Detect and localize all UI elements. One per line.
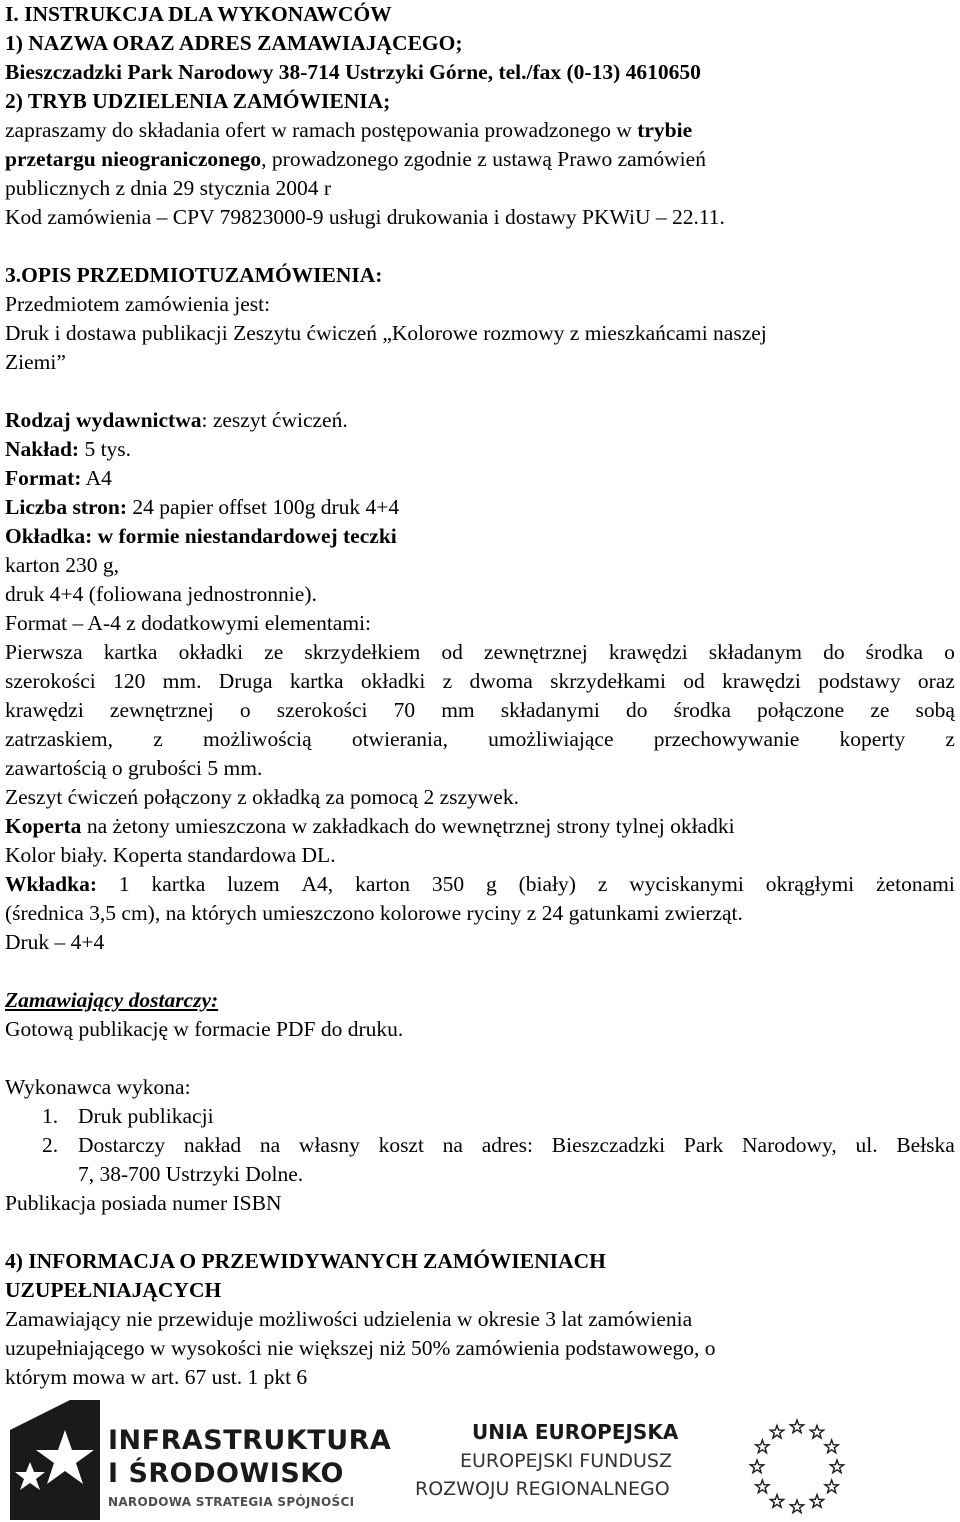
word: ze [264,640,284,664]
word: karton [355,872,410,896]
eu-star-icon [810,1425,823,1438]
word: Druga [218,669,273,693]
volume-value: 5 tys. [79,437,132,461]
word: z [442,669,453,693]
desc-line3 [5,696,955,724]
word: składanym [708,640,802,664]
eu-stars-icon [742,1412,852,1522]
section4-line2: uzupełniającego w wysokości nie większej niż 50% zamówienia podstawowego, o [5,1336,716,1360]
word: z [945,727,955,751]
word: mm. [162,669,202,693]
address: Bieszczadzki Park Narodowy 38-714 Ustrzyki Górne, tel./fax (0-13) 4610650 [5,60,701,84]
word: Pierwsza [5,640,83,664]
cohesion-star-icon [10,1400,100,1520]
word: Park [683,1133,724,1157]
word: możliwością [202,727,312,751]
word: ul. [855,1133,878,1157]
eu-star-icon [830,1460,843,1473]
task-number: 1. [42,1104,59,1128]
cover-line1: karton 230 g, [5,553,120,577]
cover-line2: druk 4+4 (foliowana jednostronnie). [5,582,317,606]
eu-star-icon [810,1495,823,1508]
desc-line4 [5,725,955,753]
envelope-value: na żetony umieszczona w zakładkach do wewnętrznej strony tylnej okładki [81,814,735,838]
envelope-line2: Kolor biały. Koperta standardowa DL. [5,843,336,867]
word: szerokości [276,698,368,722]
insert-label: Wkładka: [5,872,98,896]
eu-star-icon [790,1420,803,1433]
word: dwoma [469,669,533,693]
item2-line1-text: zapraszamy do składania ofert w ramach postępowania prowadzonego w [5,118,638,142]
logo2-line3: ROZWOJU REGIONALNEGO [415,1478,670,1500]
eu-star-icon [750,1460,763,1473]
word: koperty [839,727,906,751]
subject-line1: Druk i dostawa publikacji Zeszytu ćwiczeń „Kolorowe rozmowy z mieszkańcami naszej [5,321,767,345]
word: A4, [301,872,334,896]
word: z [597,872,608,896]
logo2-line1: UNIA EUROPEJSKA [472,1420,679,1444]
word: krawędzi [722,669,801,693]
word: kartka [151,872,206,896]
word: skrzydełkami [550,669,666,693]
format-value: A4 [81,466,112,490]
word: środka [673,698,731,722]
word: kartka [103,640,158,664]
word: ze [870,698,890,722]
section4-title-line2: UZUPEŁNIAJĄCYCH [5,1278,222,1302]
word: nakład [183,1133,242,1157]
binding-line: Zeszyt ćwiczeń połączony z okładką za pomocą 2 zszywek. [5,785,519,809]
word: środka [865,640,923,664]
word: zewnętrznej [483,640,588,664]
logo1-subtitle: I ŚRODOWISKO [108,1458,344,1489]
word: własny [298,1133,360,1157]
insert-row [5,870,955,898]
word: krawędzi [5,698,84,722]
item2-title: 2) TRYB UDZIELENIA ZAMÓWIENIA; [5,89,391,113]
word: g [486,872,497,896]
word: luzem [227,872,280,896]
word: (biały) [518,872,576,896]
client-value: Gotową publikację w formacie PDF do druku. [5,1017,404,1041]
task-item-2-cont: 7, 38-700 Ustrzyki Dolne. [78,1162,304,1186]
subject-intro: Przedmiotem zamówienia jest: [5,292,271,316]
type-row [5,406,348,434]
pages-row [5,493,399,521]
word: do [626,698,648,722]
section4-line3: którym mowa w art. 67 ust. 1 pkt 6 [5,1365,308,1389]
type-label: Rodzaj wydawnictwa [5,408,202,432]
word: o [944,640,955,664]
item1-title: 1) NAZWA ORAZ ADRES ZAMAWIAJĄCEGO; [5,31,463,55]
word: krawędzi [608,640,688,664]
word: podstawy [818,669,901,693]
section-title: I. INSTRUKCJA DLA WYKONAWCÓW [5,2,392,26]
section4-line1: Zamawiający nie przewiduje możliwości udzielenia w okresie 3 lat zamówienia [5,1307,693,1331]
task-number: 2. [42,1133,59,1157]
section3-title: 3.OPIS PRZEDMIOTUZAMÓWIENIA: [5,263,383,287]
word: 350 [431,872,465,896]
word: kartka [289,669,344,693]
eu-star-icon [825,1480,838,1493]
word: zewnętrznej [109,698,214,722]
word: składanymi [500,698,600,722]
logo1-title: INFRASTRUKTURA [108,1425,392,1456]
word: Bieszczadzki [551,1133,666,1157]
envelope-row [5,812,735,840]
word: od [441,640,463,664]
client-title: Zamawiający dostarczy: [5,988,219,1012]
eu-star-icon [756,1440,769,1453]
pages-value: 24 papier offset 100g druk 4+4 [127,495,400,519]
eu-star-icon [770,1425,783,1438]
format-extra: Format – A-4 z dodatkowymi elementami: [5,611,372,635]
word: okrągłymi [765,872,855,896]
word: koszt [378,1133,424,1157]
item2-line2-text: , prowadzonego zgodnie z ustawą Prawo zamówień [261,147,706,171]
word: umożliwiające [488,727,614,751]
word: Bełska [896,1133,955,1157]
item2-line1-bold: trybie [637,118,693,142]
subject-line2: Ziemi” [5,350,66,374]
word: żetonami [876,872,955,896]
volume-row [5,435,131,463]
word: wyciskanymi [629,872,744,896]
word: sobą [915,698,955,722]
word: otwierania, [351,727,448,751]
word: oraz [917,669,955,693]
task-text [78,1131,955,1159]
item2-line3: publicznych z dnia 29 stycznia 2004 r [5,176,331,200]
format-label: Format: [5,466,82,490]
isbn-line: Publikacja posiada numer ISBN [5,1191,282,1215]
word: Narodowy, [742,1133,837,1157]
word: na [259,1133,281,1157]
cover-label: Okładka: w formie niestandardowej teczki [5,524,397,548]
word: skrzydełkiem [304,640,421,664]
word: przechowywanie [653,727,800,751]
word: na [442,1133,463,1157]
envelope-label: Koperta [5,814,82,838]
task-text: Druk publikacji [78,1104,214,1128]
word: Dostarczy [78,1133,166,1157]
word: mm [441,698,475,722]
word: 70 [393,698,416,722]
item2-line2-bold: przetargu nieograniczonego [5,147,262,171]
contractor-title: Wykonawca wykona: [5,1075,191,1099]
word: okładki [360,669,426,693]
eu-fund-text [410,1420,700,1515]
word: szerokości [5,669,96,693]
volume-label: Nakład: [5,437,80,461]
insert-line2: (średnica 3,5 cm), na których umieszczono kolorowe ryciny z 24 gatunkami zwierząt. [5,901,743,925]
word: okładki [178,640,244,664]
word: połączone [757,698,845,722]
word: 120 [113,669,146,693]
item2-line2 [5,145,706,173]
item2-line1 [5,116,692,144]
desc-line1 [5,638,955,666]
eu-star-icon [825,1440,838,1453]
logo1-tagline: NARODOWA STRATEGIA SPÓJNOŚCI [108,1495,355,1509]
format-row [5,464,112,492]
eu-star-icon [770,1495,783,1508]
code-line: Kod zamówienia – CPV 79823000-9 usługi drukowania i dostawy PKWiU – 22.11. [5,205,725,229]
eu-star-icon [790,1500,803,1513]
eu-star-icon [756,1480,769,1493]
type-value: : zeszyt ćwiczeń. [201,408,348,432]
word: od [683,669,705,693]
infrastruktura-logo [10,1400,392,1520]
section4-title-line1: 4) INFORMACJA O PRZEWIDYWANYCH ZAMÓWIENIACH [5,1249,606,1273]
word: o [239,698,251,722]
print-line: Druk – 4+4 [5,930,105,954]
word: do [823,640,845,664]
logo2-line2: EUROPEJSKI FUNDUSZ [460,1450,672,1472]
word: zatrzaskiem, [5,727,114,751]
word: adres: [481,1133,534,1157]
desc-line5: zawartością o grubości 5 mm. [5,756,263,780]
word: 1 [118,872,130,896]
pages-label: Liczba stron: [5,495,128,519]
desc-line2 [5,667,955,695]
word: z [153,727,163,751]
